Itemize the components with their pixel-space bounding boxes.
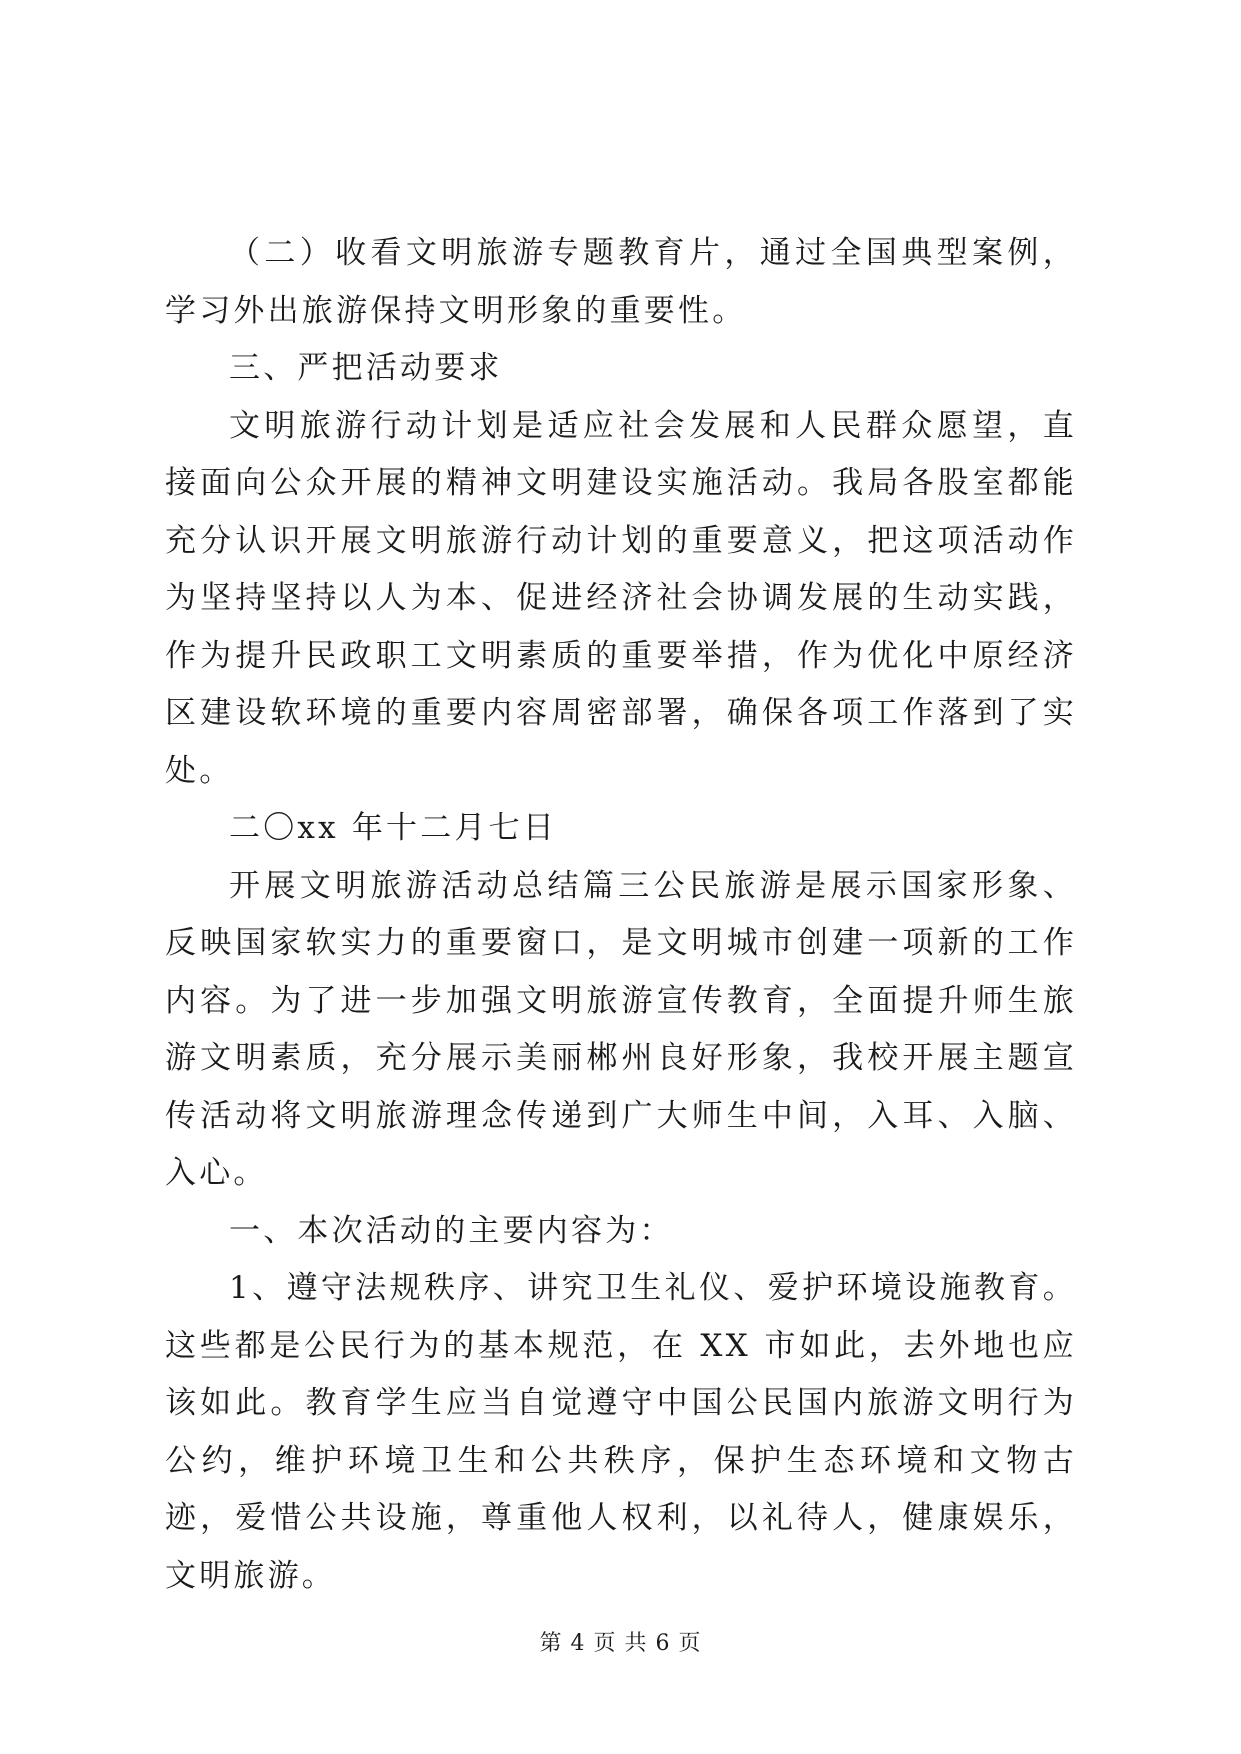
- date-line: 二〇xx 年十二月七日: [229, 810, 558, 846]
- paragraph-video-education: （二）收看文明旅游专题教育片，通过全国典型案例，学习外出旅游保持文明形象的重要性。: [165, 235, 1077, 329]
- paragraph-summary-part-three: 开展文明旅游活动总结篇三公民旅游是展示国家形象、反映国家软实力的重要窗口，是文明城市创建一项新的工作内容。为了进一步加强文明旅游宣传教育，全面提升师生旅游文明素质，充分展示美丽郴州良好形象，我校开展主题宣传活动将文明旅游理念传递到广大师生中间，入耳、入脑、入心。: [165, 867, 1077, 1191]
- document-body: [165, 225, 1077, 1605]
- section-heading-main-content: 一、本次活动的主要内容为：: [229, 1212, 674, 1249]
- paragraph-item-one: 1、遵守法规秩序、讲究卫生礼仪、爱护环境设施教育。这些都是公民行为的基本规范，在 XX 市如此，去外地也应该如此。教育学生应当自觉遵守中国公民国内旅游文明行为公约，维护环境卫生和公共秩序，保护生态环境和文物古迹，爱惜公共设施，尊重他人权利，以礼待人，健康娱乐，文明旅游。: [165, 1270, 1077, 1594]
- page-number-footer: 第 4 页 共 6 页: [539, 1631, 702, 1656]
- section-heading-requirements: 三、严把活动要求: [229, 350, 503, 386]
- paragraph-action-plan: 文明旅游行动计划是适应社会发展和人民群众愿望，直接面向公众开展的精神文明建设实施活动。我局各股室都能充分认识开展文明旅游行动计划的重要意义，把这项活动作为坚持坚持以人为本、促进经济社会协调发展的生动实践，作为提升民政职工文明素质的重要举措，作为优化中原经济区建设软环境的重要内容周密部署，确保各项工作落到了实处。: [165, 407, 1077, 789]
